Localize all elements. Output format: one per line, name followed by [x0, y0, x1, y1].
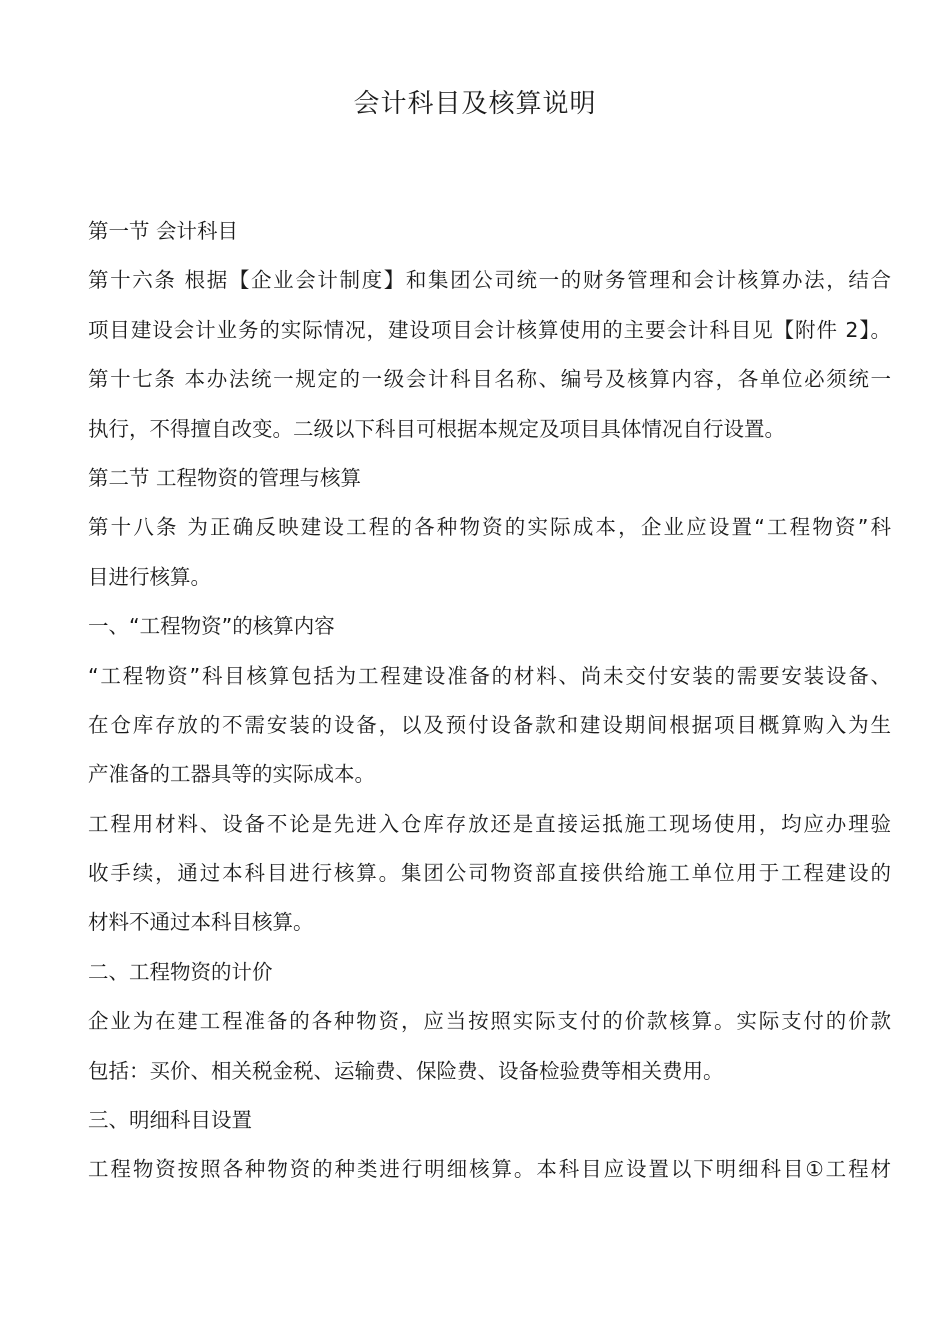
text-line: 第一节 会计科目 [88, 219, 239, 243]
text-line: 工程物资按照各种物资的种类进行明细核算。本科目应设置以下明细科目①工程材 [88, 1157, 891, 1182]
text-line: 三、明细科目设置 [88, 1108, 252, 1133]
text-line: 执行，不得擅自改变。二级以下科目可根据本规定及项目具体情况自行设置。 [88, 416, 785, 441]
text-line: 二、工程物资的计价 [88, 959, 273, 984]
text-line: 在仓库存放的不需安装的设备，以及预付设备款和建设期间根据项目概算购入为生 [88, 712, 891, 737]
text-line: 目进行核算。 [88, 564, 211, 589]
text-line: 第十八条 为正确反映建设工程的各种物资的实际成本，企业应设置“工程物资”科 [88, 515, 891, 540]
text-line: 工程用材料、设备不论是先进入仓库存放还是直接运抵施工现场使用，均应办理验 [88, 811, 891, 836]
text-line: 收手续，通过本科目进行核算。集团公司物资部直接供给施工单位用于工程建设的 [88, 861, 891, 886]
text-line: 包括：买价、相关税金税、运输费、保险费、设备检验费等相关费用。 [88, 1058, 724, 1083]
text-line: 第二节 工程物资的管理与核算 [88, 465, 362, 490]
text-line: 材料不通过本科目核算。 [88, 910, 314, 935]
text-line: 一、“工程物资”的核算内容 [88, 614, 335, 639]
document-title: 会计科目及核算说明 [353, 89, 597, 119]
text-line: 产准备的工器具等的实际成本。 [88, 762, 375, 787]
text-line: 项目建设会计业务的实际情况，建设项目会计核算使用的主要会计科目见【附件 2】。 [88, 317, 891, 342]
text-line: 第十七条 本办法统一规定的一级会计科目名称、编号及核算内容，各单位必须统一 [88, 367, 891, 392]
text-line: 第十六条 根据【企业会计制度】和集团公司统一的财务管理和会计核算办法，结合 [88, 268, 891, 293]
text-line: “工程物资”科目核算包括为工程建设准备的材料、尚未交付安装的需要安装设备、 [88, 663, 891, 688]
text-line: 企业为在建工程准备的各种物资，应当按照实际支付的价款核算。实际支付的价款 [88, 1009, 891, 1034]
document-body [88, 207, 891, 1195]
